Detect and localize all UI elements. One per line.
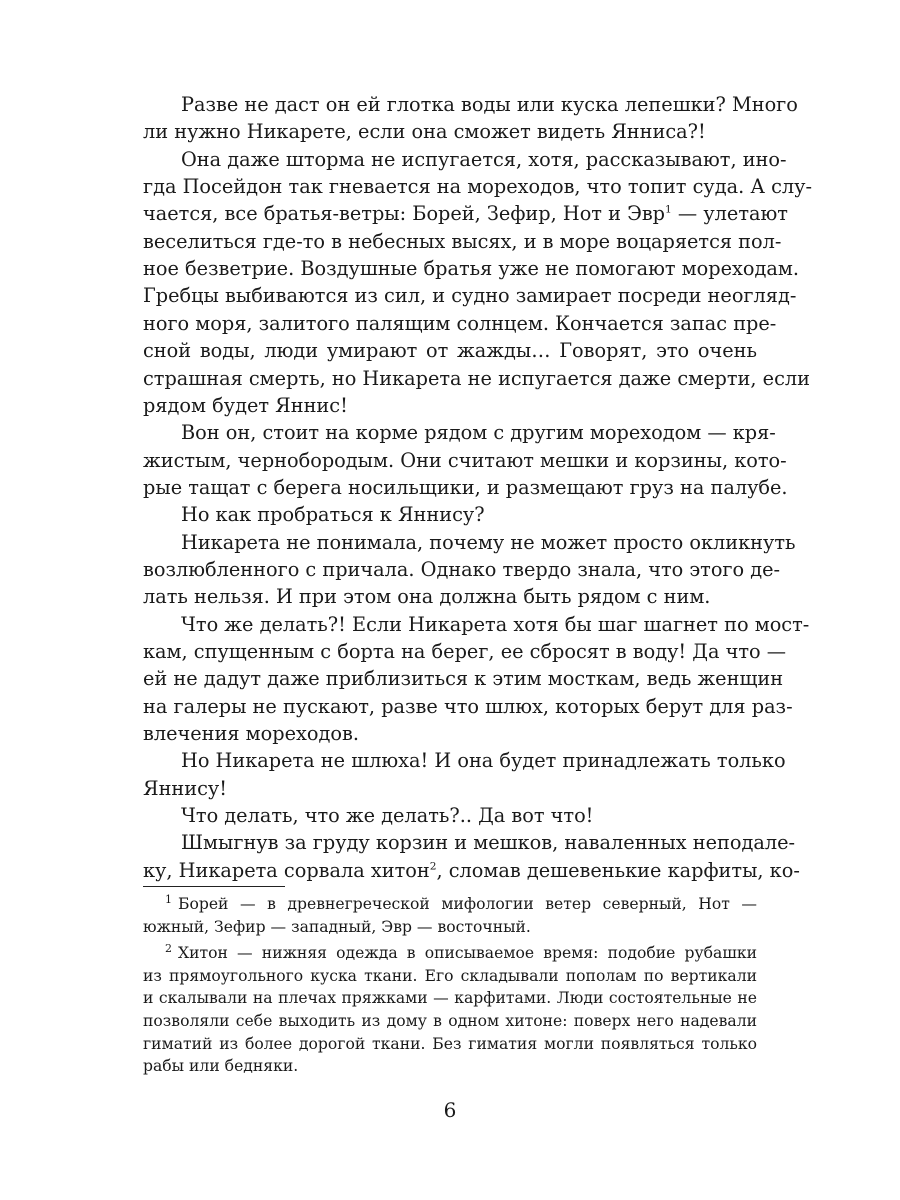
body-line (181, 748, 786, 774)
body-line (143, 448, 787, 474)
body-line-text: Что же делать?! Если Никарета хотя бы шаг шагнет по мост- (181, 612, 810, 636)
body-line (143, 557, 781, 583)
body-line (181, 147, 787, 173)
body-line (143, 393, 757, 419)
body-line (143, 311, 777, 337)
body-line (143, 366, 810, 392)
body-line-text: ное безветрие. Воздушные братья уже не помогают мореходам. (143, 257, 799, 281)
footnote-line: южный, Зефир — западный, Эвр — восточный. (143, 917, 531, 936)
body-line (143, 229, 782, 255)
footnote-line: и скалывали на плечах пряжками — карфитами. Люди состоятельные не (143, 989, 757, 1008)
footnote-line: позволяли себе выходить из дому в одном хитоне: поверх него надевали (143, 1012, 757, 1030)
body-line (143, 776, 757, 802)
body-line-text: влечения мореходов. (143, 722, 359, 746)
body-line (143, 283, 797, 309)
body-line (181, 502, 757, 528)
footnote-reference: 2 (429, 859, 437, 873)
body-line-text-continued: , сломав дешевенькие карфиты, ко- (436, 858, 800, 882)
footnote-reference: 1 (665, 202, 672, 216)
body-line-text: ли нужно Никарете, если она сможет видеть Янниса?! (143, 120, 706, 144)
body-line-text: веселиться где-то в небесных высях, и в море воцаряется пол- (143, 229, 782, 253)
body-line (143, 119, 757, 145)
body-line-text: чается, все братья-ветры: Борей, Зефир, Нот и Эвр (143, 202, 666, 226)
body-line-text: Яннису! (143, 776, 228, 800)
body-line (181, 612, 810, 638)
body-line (181, 530, 796, 556)
body-line (181, 92, 798, 118)
body-line-text: лать нельзя. И при этом она должна быть рядом с ним. (143, 585, 711, 609)
page-number: 6 (443, 1098, 457, 1122)
body-line-text: кам, спущенным с борта на берег, ее сбросят в воду! Да что — (143, 640, 787, 663)
body-line-text: Гребцы выбиваются из сил, и судно замирает посреди неогляд- (143, 284, 797, 308)
body-line (143, 666, 784, 692)
footnote-line: гиматий из более дорогой ткани. Без гиматия могли появляться только (143, 1034, 757, 1053)
body-line (143, 174, 813, 200)
body-line (143, 858, 800, 884)
body-line-text: Никарета не понимала, почему не может просто окликнуть (181, 530, 796, 554)
footnote-number: 1 (165, 893, 172, 906)
footnote-line: Хитон — нижняя одежда в описываемое время: подобие рубашки (178, 944, 757, 963)
body-line-text: Разве не даст он ей глотка воды или куска лепешки? Много (181, 93, 798, 116)
body-line-text: Шмыгнув за груду корзин и мешков, наваленных неподале- (181, 831, 796, 855)
body-line (181, 830, 796, 856)
body-line-text: рые тащат с берега носильщики, и размещают груз на палубе. (143, 475, 788, 499)
body-line (181, 803, 757, 829)
body-line-text: страшная смерть, но Никарета не испугается даже смерти, если (143, 366, 810, 390)
body-line-text: возлюбленного с причала. Однако твердо знала, что этого де- (143, 557, 781, 581)
body-line (143, 338, 757, 364)
body-line (143, 475, 788, 501)
body-line (143, 694, 793, 720)
footnote-line: Борей — в древнегреческой мифологии ветер северный, Нот — (178, 895, 757, 913)
body-line (143, 584, 757, 610)
body-line-text: на галеры не пускают, разве что шлюх, которых берут для раз- (143, 694, 793, 718)
body-line (181, 420, 776, 446)
footnote-line: из прямоугольного куска ткани. Его складывали пополам по вертикали (143, 966, 757, 985)
body-line-text: ку, Никарета сорвала хитон (143, 858, 430, 882)
body-line-text: рядом будет Яннис! (143, 393, 348, 417)
footnote-number: 2 (165, 942, 172, 956)
body-line-text-continued: — улетают (671, 202, 788, 226)
body-line (143, 256, 799, 282)
body-line-text: жистым, чернобородым. Они считают мешки и корзины, кото- (143, 448, 787, 472)
body-line-text: Но как пробраться к Яннису? (181, 503, 485, 527)
body-line-text: Но Никарета не шлюха! И она будет принадлежать только (181, 749, 786, 773)
body-line-text: сной воды, люди умирают от жажды… Говорят, это очень (143, 339, 757, 363)
body-line-text: Она даже шторма не испугается, хотя, рассказывают, ино- (181, 147, 787, 171)
footnote-separator (143, 886, 285, 887)
body-line (143, 721, 757, 747)
body-line-text: Что делать, что же делать?.. Да вот что! (181, 804, 594, 828)
body-line-text: гда Посейдон так гневается на мореходов, что топит суда. А слу- (143, 175, 813, 199)
body-line-text: ей не дадут даже приблизиться к этим мосткам, ведь женщин (143, 667, 784, 691)
body-line-text: Вон он, стоит на корме рядом с другим мореходом — кря- (181, 421, 776, 445)
body-line-text: ного моря, залитого палящим солнцем. Кончается запас пре- (143, 311, 777, 335)
body-line (143, 201, 788, 227)
body-line (143, 639, 787, 665)
footnote-line: рабы или бедняки. (143, 1057, 299, 1076)
